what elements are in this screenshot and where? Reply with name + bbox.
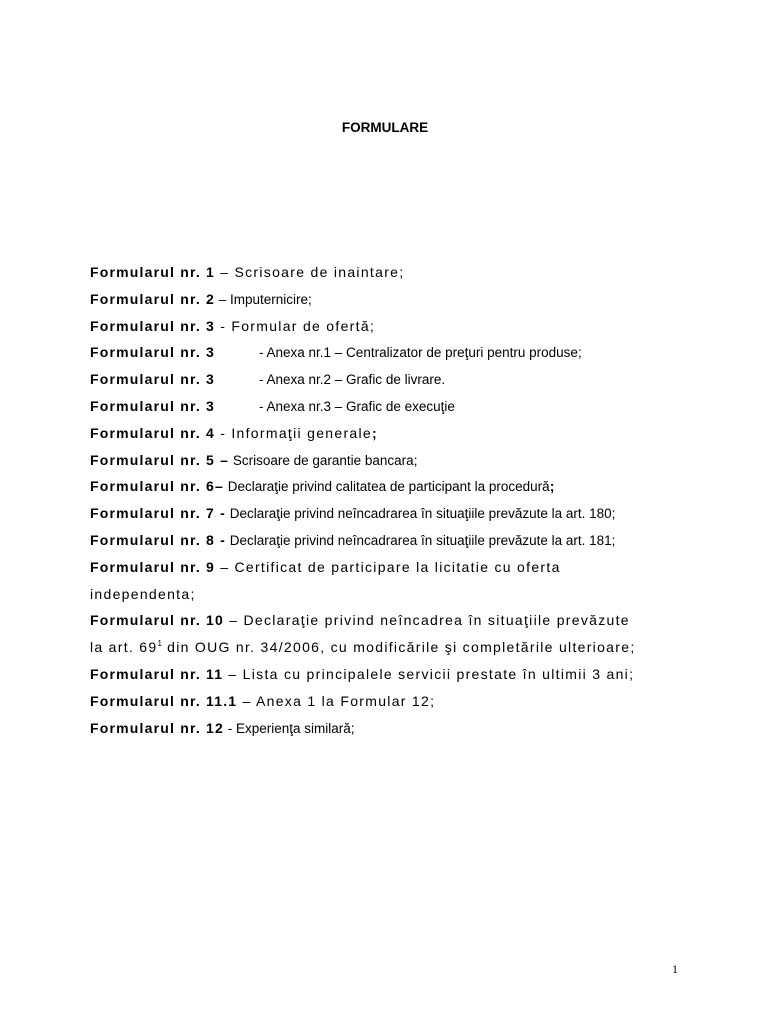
form-label: Formularul nr. 8 - xyxy=(90,531,226,548)
list-item xyxy=(90,473,690,500)
list-item xyxy=(90,313,690,340)
form-label: Formularul nr. 6– xyxy=(90,478,224,495)
form-description: – Anexa 1 la Formular 12; xyxy=(237,692,436,709)
list-item xyxy=(90,688,690,715)
form-label: Formularul nr. 2 xyxy=(90,290,215,307)
form-label: Formularul nr. 9 xyxy=(90,558,215,575)
superscript: 1 xyxy=(157,639,162,649)
form-description: Declaraţie privind neîncadrarea în situaţiile prevăzute la art. 181; xyxy=(225,532,616,548)
list-item xyxy=(90,661,690,688)
form-description: - Anexa nr.1 – Centralizator de preţuri pentru produse; xyxy=(259,345,582,361)
form-label: Formularul nr. 3 xyxy=(90,397,215,414)
list-item-continuation xyxy=(90,634,690,661)
list-item xyxy=(90,286,690,313)
form-description: Declaraţie privind neîncadrarea în situaţiile prevăzute la art. 180; xyxy=(225,506,616,522)
list-item-continuation xyxy=(90,581,690,608)
page-number: 1 xyxy=(672,962,678,976)
form-description-continuation: din OUG nr. 34/2006, cu modificările şi completările ulterioare; xyxy=(161,639,636,656)
list-item xyxy=(90,339,690,366)
form-label: Formularul nr. 12 xyxy=(90,719,224,736)
list-item xyxy=(90,366,690,393)
form-description: - Anexa nr.2 – Grafic de livrare. xyxy=(259,372,446,388)
form-label: Formularul nr. 11.1 xyxy=(90,692,238,709)
form-label: Formularul nr. 10 xyxy=(90,612,224,629)
form-description-continuation: independenta; xyxy=(90,585,196,602)
form-description: Declaraţie privind calitatea de participant la procedură xyxy=(224,479,550,495)
form-label: Formularul nr. 1 xyxy=(90,264,215,280)
form-label: Formularul nr. 11 xyxy=(90,665,224,682)
list-item xyxy=(90,715,690,742)
form-label: Formularul nr. 5 – xyxy=(90,451,230,468)
form-description: - Informaţii generale xyxy=(215,424,372,441)
list-item xyxy=(90,554,690,581)
form-description: - Anexa nr.3 – Grafic de execuţie xyxy=(259,398,455,414)
form-label: Formularul nr. 7 - xyxy=(90,505,226,522)
list-item xyxy=(90,393,690,420)
form-label: Formularul nr. 3 xyxy=(90,371,215,388)
form-suffix: ; xyxy=(549,478,555,495)
form-description: – Lista cu principalele servicii prestate în ultimii 3 ani; xyxy=(223,665,635,682)
list-item xyxy=(90,500,690,527)
form-description: – Certificat de participare la licitatie cu oferta xyxy=(215,558,561,575)
form-list xyxy=(90,259,690,741)
form-label: Formularul nr. 3 xyxy=(90,344,215,361)
form-description: - Formular de ofertă; xyxy=(215,317,376,334)
form-description: Scrisoare de garantie bancara; xyxy=(229,452,418,468)
list-item xyxy=(90,420,690,447)
page-title: FORMULARE xyxy=(341,120,429,135)
list-item xyxy=(90,607,690,634)
list-item xyxy=(90,447,690,474)
list-item xyxy=(90,527,690,554)
form-description: - Experienţa similară; xyxy=(224,720,355,736)
form-label: Formularul nr. 3 xyxy=(90,317,215,334)
form-suffix: ; xyxy=(372,424,377,441)
form-description: – Imputernicire; xyxy=(215,291,312,307)
form-label: Formularul nr. 4 xyxy=(90,424,215,441)
form-description-continuation: la art. 69 xyxy=(90,639,158,656)
form-description: – Scrisoare de inaintare; xyxy=(215,264,405,280)
list-item xyxy=(90,259,690,286)
form-description: – Declaraţie privind neîncadrea în situaţiile prevăzute xyxy=(224,612,630,629)
